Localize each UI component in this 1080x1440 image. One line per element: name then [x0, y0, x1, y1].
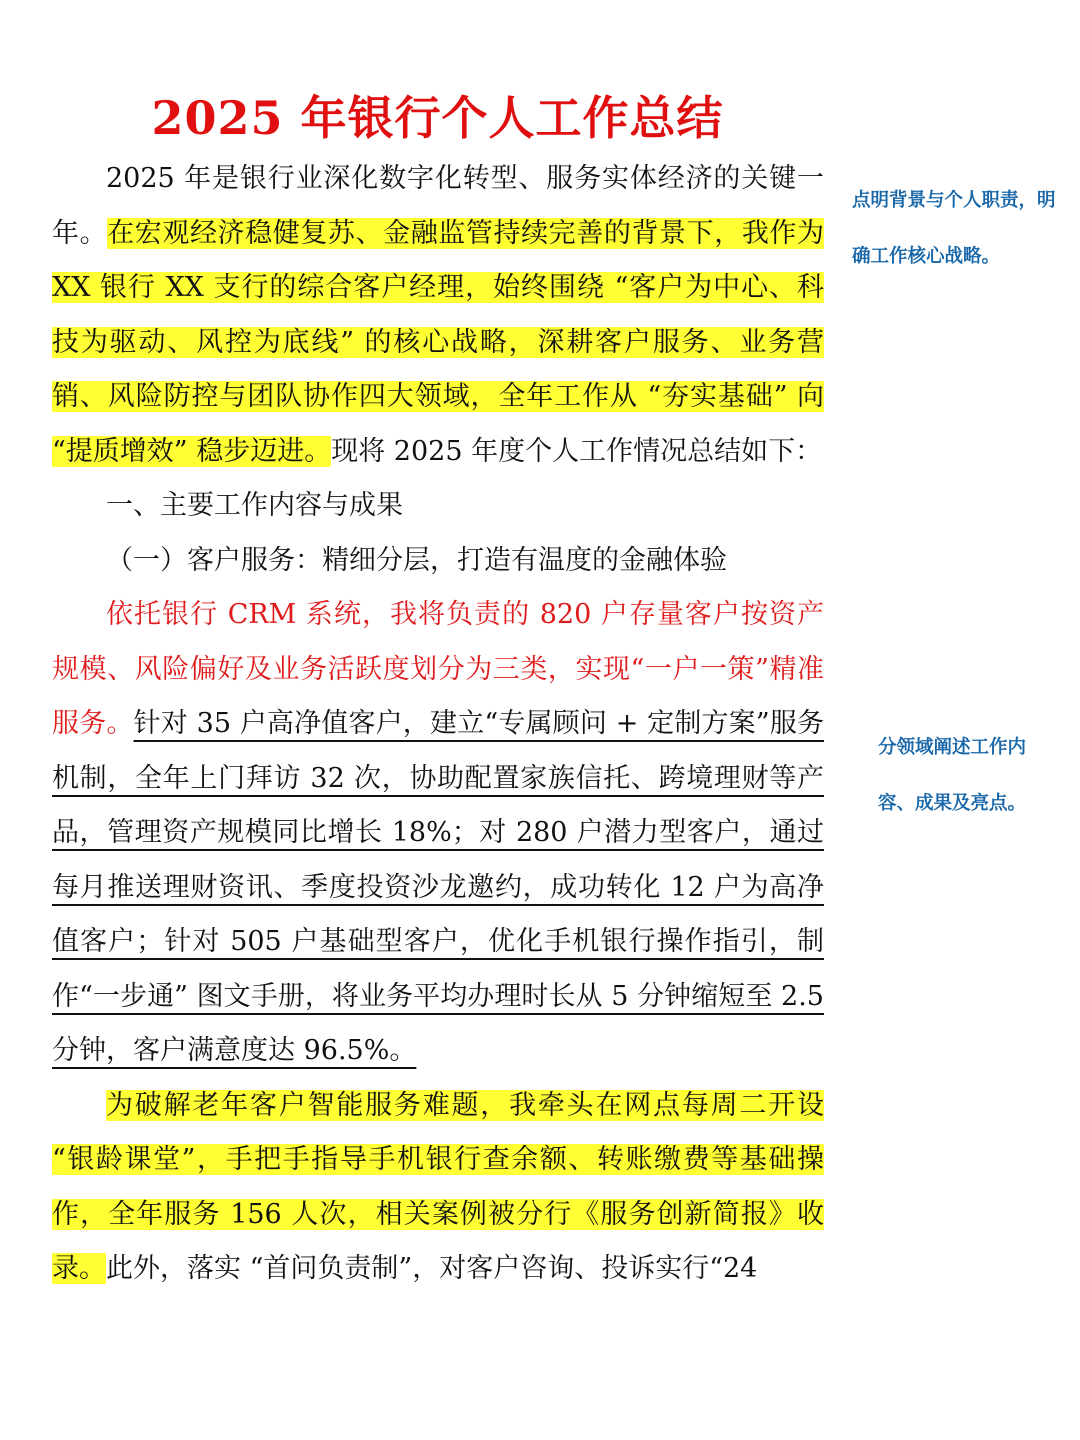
intro-paragraph [52, 152, 824, 479]
subsection-heading: （一）客户服务：精细分层，打造有温度的金融体验 [106, 544, 727, 576]
document-body [52, 152, 824, 1297]
elderly-highlight: 为破解老年客户智能服务难题，我牵头在网点每周二开设 “银龄课堂”，手把手指导手机银行查余额、转账缴费等基础操作，全年服务 156 人次，相关案例被分行《服务创新简报》收录。 [52, 1089, 824, 1284]
annotation-achievements: 分领域阐述工作内容、成果及亮点。 [878, 737, 1027, 814]
intro-highlight: 在宏观经济稳健复苏、金融监管持续完善的背景下，我作为 XX 银行 XX 支行的综合客户经理，始终围绕 “客户为中心、科技为驱动、风控为底线” 的核心战略，深耕客户服务、业务营销、风险防控与团队协作四大领域，全年工作从 “夯实基础” 向 “提质增效” 稳步迈进。 [52, 217, 825, 467]
customer-service-paragraph [52, 588, 824, 1079]
section-heading: 一、主要工作内容与成果 [106, 490, 403, 521]
intro-lead: 2025 年是银行业深化数字化转型、服务实体经济的关键一年。 [52, 163, 824, 249]
red-emphasis-text: 依托银行 CRM 系统，我将负责的 820 户存量客户按资产规模、风险偏好及业务活跃度划分为三类，实现“一户一策”精准服务。 [52, 599, 824, 739]
document-title: 2025 年银行个人工作总结 [151, 91, 724, 145]
intro-tail: 现将 2025 年度个人工作情况总结如下： [331, 435, 823, 467]
underlined-text: 针对 35 户高净值客户，建立“专属顾问 + 定制方案”服务机制，全年上门拜访 32 次，协助配置家族信托、跨境理财等产品，管理资产规模同比增长 18%；对 280 户潜力型客户，通过每月推送理财资讯、季度投资沙龙邀约，成功转化 12 户为高净值客户；针对 505 户基础型客户，优化手机银行操作指引，制作“一步通” 图文手册，将业务平均办理时长从 5 分钟缩短至 2.5 分钟，客户满意度达 96.5%。 [52, 708, 824, 1066]
elderly-tail: 此外，落实 “首问负责制”，对客户咨询、投诉实行“24 [106, 1253, 758, 1284]
elderly-service-paragraph [52, 1079, 824, 1297]
annotation-background: 点明背景与个人职责，明确工作核心战略。 [852, 190, 1056, 267]
